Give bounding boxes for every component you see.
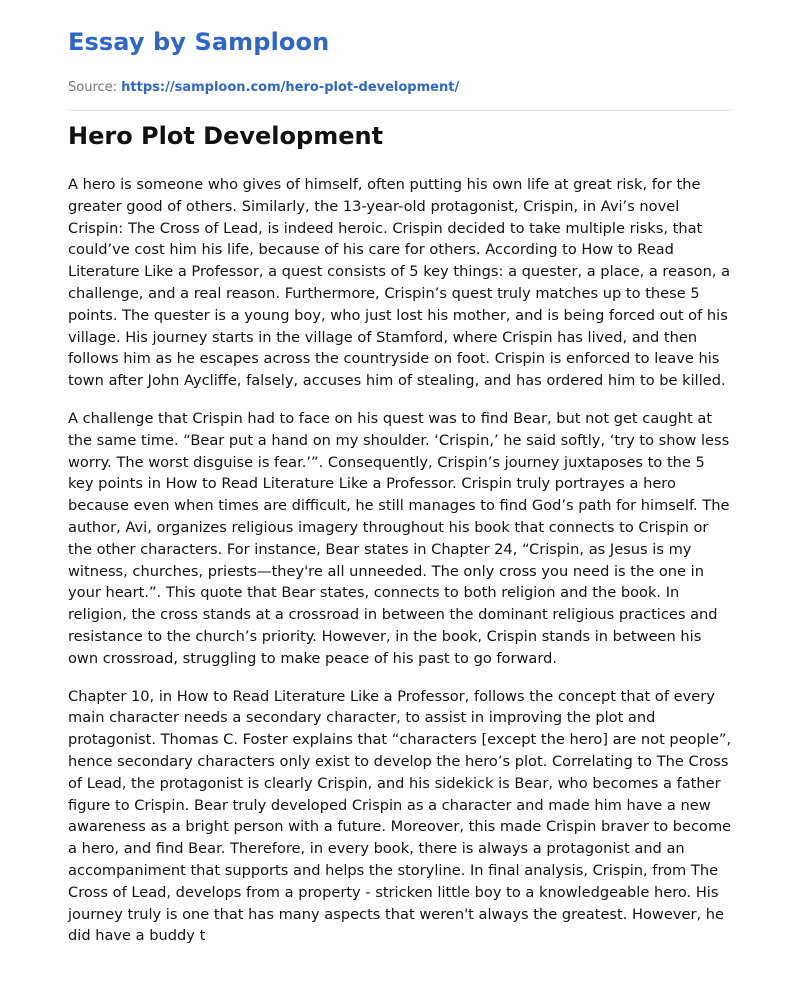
page-title: Hero Plot Development <box>68 122 384 150</box>
essay-paragraph-1: A hero is someone who gives of himself, often putting his own life at great risk, for the greater good of others. Similarly, the 13-year-old protagonist, Crispin, in Avi’s novel Crispin: The Cross of Lead, is indeed heroic. Crispin decided to take multiple risks, that could’ve cost him his life, because of his care for others. According to How to Read Literature Like a Professor, a quest consists of 5 key things: a quester, a place, a reason, a challenge, and a real reason. Furthermore, Crispin’s quest truly matches up to these 5 points. The quester is a young boy, who just lost his mother, and is being forced out of his village. His journey starts in the village of Stamford, where Crispin has lived, and then follows him as he escapes across the countryside on foot. Crispin is enforced to leave his town after John Aycliffe, falsely, accuses him of stealing, and has ordered him to be killed. <box>68 176 731 390</box>
header-divider <box>68 110 732 111</box>
essay-paragraph-2: A challenge that Crispin had to face on his quest was to find Bear, but not get caught at the same time. “Bear put a hand on my shoulder. ‘Crispin,’ he said softly, ‘try to show less worry. The worst disguise is fear.’”. Consequently, Crispin’s journey juxtaposes to the 5 key points in How to Read Literature Like a Professor. Crispin truly portrayes a hero because even when times are difficult, he still manages to find God’s path for himself. The author, Avi, organizes religious imagery throughout his book that connects to Crispin or the other characters. For instance, Bear states in Chapter 24, “Crispin, as Jesus is my witness, churches, priests—they're all unneeded. The only cross you need is the one in your heart.”. This quote that Bear states, connects to both religion and the book. In religion, the cross stands at a crossroad in between the dominant religious practices and resistance to the church’s priority. However, in the book, Crispin stands in between his own crossroad, struggling to make peace of his past to go forward. <box>68 409 730 667</box>
source-line <box>68 80 459 95</box>
site-brand: Essay by Samploon <box>68 28 330 56</box>
essay-body <box>68 174 734 963</box>
essay-paragraph-3: Chapter 10, in How to Read Literature Like a Professor, follows the concept that of every main character needs a secondary character, to assist in improving the plot and protagonist. Thomas C. Foster explains that “characters [except the hero] are not people”, hence secondary characters only exist to develop the hero’s plot. Correlating to The Cross of Lead, the protagonist is clearly Crispin, and his sidekick is Bear, who becomes a father figure to Crispin. Bear truly developed Crispin as a character and made him have a new awareness as a bright person with a future. Moreover, this made Crispin braver to become a hero, and find Bear. Therefore, in every book, there is always a protagonist and an accompaniment that supports and helps the storyline. In final analysis, Crispin, from The Cross of Lead, develops from a property - stricken little boy to a knowledgeable hero. His journey truly is one that has many aspects that weren't always the greatest. However, he did have a buddy t <box>68 687 732 945</box>
source-label: Source: <box>68 80 118 95</box>
source-link[interactable]: https://samploon.com/hero-plot-development/ <box>121 80 460 95</box>
